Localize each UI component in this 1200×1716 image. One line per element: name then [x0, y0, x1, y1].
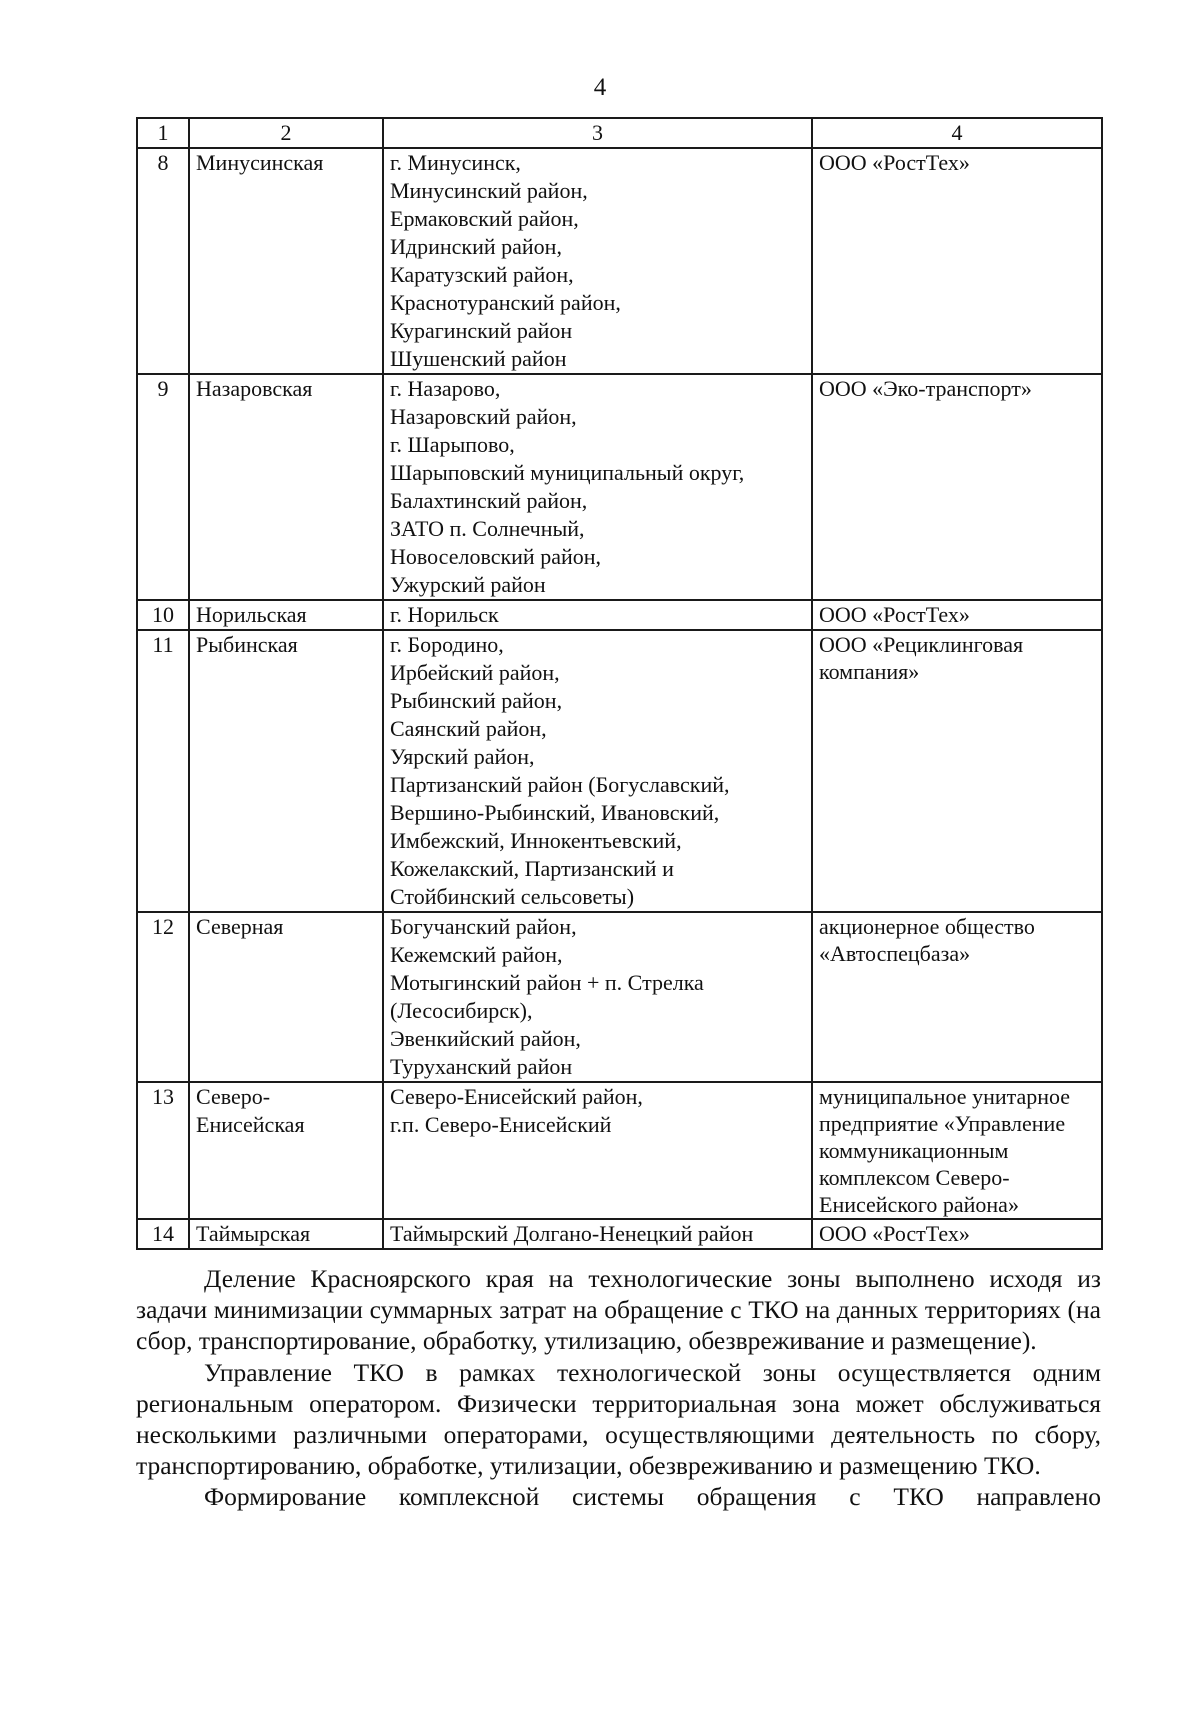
territory-line: Эвенкийский район,	[390, 1026, 581, 1051]
territory-line: Партизанский район (Богуславский,	[390, 772, 730, 797]
territory-line: Вершино-Рыбинский, Ивановский,	[390, 800, 720, 825]
zone-name-cell	[189, 148, 383, 374]
zone-name-line: Северо-	[196, 1084, 271, 1109]
zone-name-cell	[189, 1082, 383, 1219]
table-header-row	[137, 118, 1102, 148]
territory-line: ЗАТО п. Солнечный,	[390, 516, 585, 541]
territory-line: Туруханский район	[390, 1054, 573, 1079]
territory-line: г. Назарово,	[390, 376, 501, 401]
zone-name-line: Северная	[196, 914, 284, 939]
paragraph: Управление ТКО в рамках технологической зоны осуществляется одним региональным оператором. Физически территориальная зона может обслуживаться несколькими различными операторами, осуществляющими деятельность по сбору, транспортированию, обработке, утилизации, обезвреживанию и размещению ТКО.	[136, 1357, 1101, 1481]
territory-line: Таймырский Долгано-Ненецкий район	[390, 1221, 754, 1246]
zone-name-line: Норильская	[196, 602, 307, 627]
territory-line: Стойбинский сельсоветы)	[390, 884, 635, 909]
operator-line: ООО «РостТех»	[819, 1221, 970, 1246]
territory-line: Ирбейский район,	[390, 660, 560, 685]
row-number: 9	[137, 374, 189, 600]
territories-cell	[383, 148, 812, 374]
territory-line: Курагинский район	[390, 318, 573, 343]
zone-name-line: Минусинская	[196, 150, 324, 175]
operator-line: комплексом Северо-	[819, 1165, 1010, 1190]
zone-name-cell	[189, 374, 383, 600]
operator-cell	[812, 148, 1102, 374]
column-header: 2	[189, 118, 383, 148]
territory-line: Балахтинский район,	[390, 488, 588, 513]
territory-line: г. Шарыпово,	[390, 432, 515, 457]
operator-line: ООО «Эко-транспорт»	[819, 376, 1032, 401]
row-number: 12	[137, 912, 189, 1082]
territory-line: (Лесосибирск),	[390, 998, 533, 1023]
territory-line: Шарыповский муниципальный округ,	[390, 460, 745, 485]
territory-line: Ужурский район	[390, 572, 546, 597]
zone-name-line: Енисейская	[196, 1112, 305, 1137]
zone-name-line: Назаровская	[196, 376, 313, 401]
operator-line: ООО «Рециклинговая	[819, 632, 1024, 657]
territory-line: Северо-Енисейский район,	[390, 1084, 643, 1109]
territory-line: Богучанский район,	[390, 914, 577, 939]
table-row	[137, 912, 1102, 1082]
zones-table-body	[137, 148, 1102, 1249]
zone-name-cell	[189, 1219, 383, 1249]
column-header: 1	[137, 118, 189, 148]
territories-cell	[383, 1219, 812, 1249]
operator-line: компания»	[819, 659, 920, 684]
operator-cell	[812, 1082, 1102, 1219]
operator-line: «Автоспецбаза»	[819, 941, 971, 966]
operator-cell	[812, 630, 1102, 912]
territory-line: г. Минусинск,	[390, 150, 521, 175]
table-row	[137, 600, 1102, 630]
operator-line: коммуникационным	[819, 1138, 1009, 1163]
zones-table	[136, 117, 1103, 1250]
territory-line: Кежемский район,	[390, 942, 563, 967]
operator-line: муниципальное унитарное	[819, 1084, 1071, 1109]
paragraph: Деление Красноярского края на технологические зоны выполнено исходя из задачи минимизации суммарных затрат на обращение с ТКО на данных территориях (на сбор, транспортирование, обработку, утилизацию, обезвреживание и размещение).	[136, 1264, 1101, 1356]
territories-cell	[383, 1082, 812, 1219]
territory-line: г. Бородино,	[390, 632, 504, 657]
territory-line: Минусинский район,	[390, 178, 588, 203]
territory-line: Имбежский, Иннокентьевский,	[390, 828, 682, 853]
territory-line: Назаровский район,	[390, 404, 577, 429]
row-number: 13	[137, 1082, 189, 1219]
paragraph: Формирование комплексной системы обращения с ТКО направлено	[204, 1482, 1101, 1512]
operator-cell	[812, 1219, 1102, 1249]
table-row	[137, 1082, 1102, 1219]
operator-cell	[812, 600, 1102, 630]
column-header: 3	[383, 118, 812, 148]
territory-line: Идринский район,	[390, 234, 562, 259]
territories-cell	[383, 374, 812, 600]
row-number: 10	[137, 600, 189, 630]
territories-cell	[383, 912, 812, 1082]
table-row	[137, 1219, 1102, 1249]
zone-name-cell	[189, 600, 383, 630]
territory-line: Каратузский район,	[390, 262, 574, 287]
zone-name-cell	[189, 912, 383, 1082]
zone-name-line: Рыбинская	[196, 632, 298, 657]
operator-line: предприятие «Управление	[819, 1111, 1066, 1136]
operator-line: ООО «РостТех»	[819, 150, 970, 175]
body-text	[136, 1263, 1101, 1513]
territory-line: Кожелакский, Партизанский и	[390, 856, 674, 881]
row-number: 8	[137, 148, 189, 374]
zone-name-line: Таймырская	[196, 1221, 311, 1246]
table-row	[137, 374, 1102, 600]
operator-line: ООО «РостТех»	[819, 602, 970, 627]
column-header: 4	[812, 118, 1102, 148]
row-number: 11	[137, 630, 189, 912]
zone-name-cell	[189, 630, 383, 912]
territory-line: Новоселовский район,	[390, 544, 602, 569]
table-row	[137, 630, 1102, 912]
page-number: 4	[593, 74, 607, 101]
territory-line: г. Норильск	[390, 602, 499, 627]
territories-cell	[383, 600, 812, 630]
territory-line: Уярский район,	[390, 744, 535, 769]
territory-line: г.п. Северо-Енисейский	[390, 1112, 612, 1137]
operator-line: Енисейского района»	[819, 1192, 1019, 1217]
operator-cell	[812, 374, 1102, 600]
table-row	[137, 148, 1102, 374]
row-number: 14	[137, 1219, 189, 1249]
territory-line: Краснотуранский район,	[390, 290, 621, 315]
operator-line: акционерное общество	[819, 914, 1035, 939]
territory-line: Ермаковский район,	[390, 206, 579, 231]
territory-line: Рыбинский район,	[390, 688, 563, 713]
territory-line: Шушенский район	[390, 346, 567, 371]
operator-cell	[812, 912, 1102, 1082]
territory-line: Мотыгинский район + п. Стрелка	[390, 970, 704, 995]
territories-cell	[383, 630, 812, 912]
territory-line: Саянский район,	[390, 716, 547, 741]
